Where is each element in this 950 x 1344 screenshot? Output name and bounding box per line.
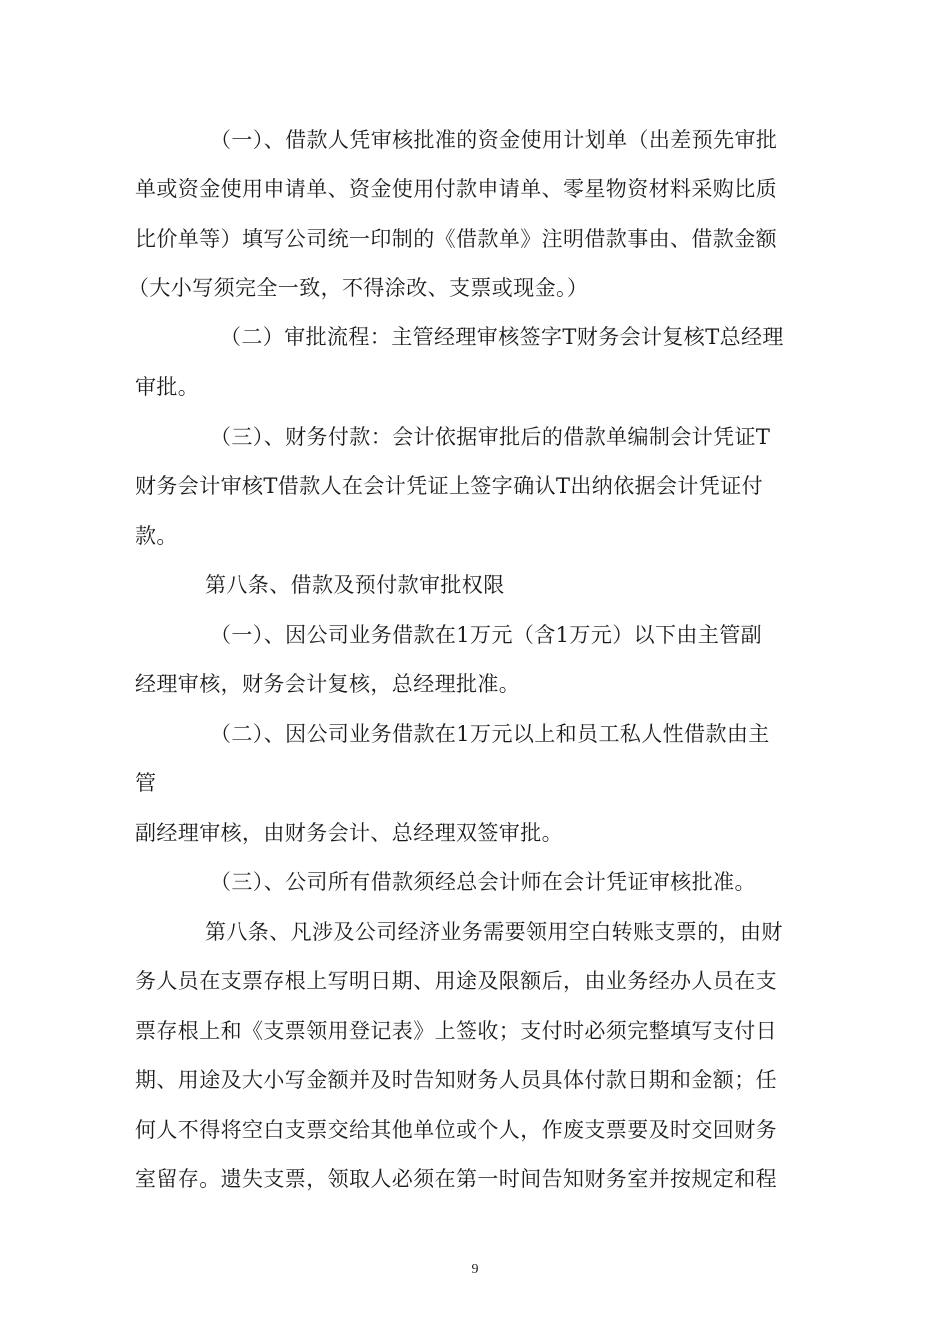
paragraph-line: （三）、公司所有借款须经总会计师在会计凭证审核批准。 xyxy=(210,870,756,894)
page-number: 9 xyxy=(471,1262,479,1277)
paragraph-line: 第八条、凡涉及公司经济业务需要领用空白转账支票的，由财 xyxy=(205,920,783,944)
paragraph-line: 审批。 xyxy=(135,375,200,399)
paragraph-line: 副经理审核，由财务会计、总经理双签审批。 xyxy=(135,821,563,845)
paragraph-line: 比价单等）填写公司统一印制的《借款单》注明借款事由、借款金额 xyxy=(135,227,777,251)
paragraph-line: 财务会计审核T借款人在会计凭证上签字确认T出纳依据会计凭证付 xyxy=(135,474,764,498)
paragraph-line: （二）审批流程：主管经理审核签字T财务会计复核T总经理 xyxy=(220,325,784,349)
paragraph-line: （大小写须完全一致，不得涂改、支票或现金。） xyxy=(128,276,589,300)
paragraph-line: （一）、因公司业务借款在1万元（含1万元）以下由主管副 xyxy=(210,623,763,647)
paragraph-line: 期、用途及大小写金额并及时告知财务人员具体付款日期和金额；任 xyxy=(135,1068,777,1092)
paragraph-line: 管 xyxy=(135,771,157,795)
paragraph-line: 室留存。遗失支票，领取人必须在第一时间告知财务室并按规定和程 xyxy=(135,1167,777,1191)
paragraph-line: 款。 xyxy=(135,524,178,548)
paragraph-line: 务人员在支票存根上写明日期、用途及限额后，由业务经办人员在支 xyxy=(135,969,777,993)
paragraph-line: 单或资金使用申请单、资金使用付款申请单、零星物资材料采购比质 xyxy=(135,177,777,201)
paragraph-line: （一）、借款人凭审核批准的资金使用计划单（出差预先审批 xyxy=(210,128,778,152)
paragraph-line: 经理审核，财务会计复核，总经理批准。 xyxy=(135,672,521,696)
section-heading: 第八条、借款及预付款审批权限 xyxy=(205,573,505,597)
paragraph-line: （二）、因公司业务借款在1万元以上和员工私人性借款由主 xyxy=(210,722,770,746)
paragraph-line: 票存根上和《支票领用登记表》上签收；支付时必须完整填写支付日 xyxy=(135,1019,777,1043)
paragraph-line: （三）、财务付款：会计依据审批后的借款单编制会计凭证T xyxy=(210,425,771,449)
paragraph-line: 何人不得将空白支票交给其他单位或个人，作废支票要及时交回财务 xyxy=(135,1118,777,1142)
